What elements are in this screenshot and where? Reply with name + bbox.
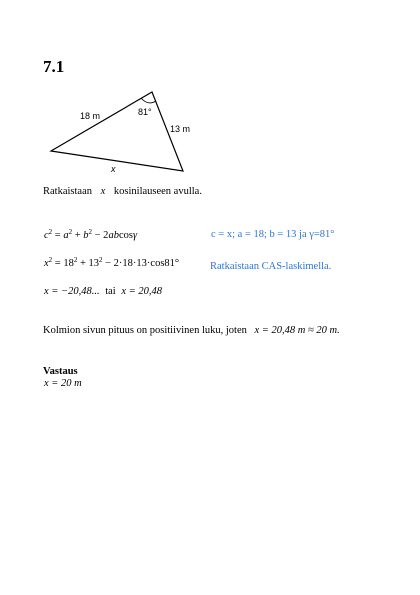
- solution-joiner: tai: [105, 286, 116, 297]
- conclusion-math: x = 20,48 m ≈ 20 m.: [254, 325, 340, 336]
- substituted-equation: $x^2 = 18^2 + 13^2 - 2\cdot 18\cdot 13\cdot\cos 81^\circ$: [44, 256, 180, 269]
- triangle-diagram: [40, 84, 220, 180]
- conclusion-sentence: [43, 325, 340, 336]
- intro-before: Ratkaistaan: [43, 186, 92, 197]
- conclusion-text: Kolmion sivun pituus on positiivinen luku, joten: [43, 325, 247, 336]
- exercise-number: 7.1: [43, 57, 65, 76]
- intro-var: x: [100, 186, 106, 197]
- angle-arc: [141, 98, 156, 103]
- solution-positive: x = 20,48: [121, 286, 162, 297]
- side-label-13m: 13 m: [170, 124, 191, 134]
- angle-label: 81°: [138, 107, 152, 117]
- cas-note: Ratkaistaan CAS-laskimella.: [210, 261, 332, 272]
- variable-assignment-note: c = x; a = 18; b = 13 ja γ=81°: [211, 229, 335, 240]
- solutions-line: [44, 286, 162, 297]
- cosine-law-formula: $c^2 = a^2 + b^2 - 2abcos\gamma$: [44, 228, 138, 241]
- side-label-18m: 18 m: [80, 111, 101, 121]
- answer-heading: Vastaus: [43, 366, 78, 377]
- triangle-outline: [51, 92, 183, 171]
- triangle-figure: [40, 84, 220, 185]
- intro-after: kosinilauseen avulla.: [113, 186, 202, 197]
- answer-value: x = 20 m: [44, 378, 82, 389]
- side-label-x: x: [111, 164, 116, 174]
- solution-negative: x = −20,48...: [44, 286, 100, 297]
- intro-sentence: [43, 186, 202, 197]
